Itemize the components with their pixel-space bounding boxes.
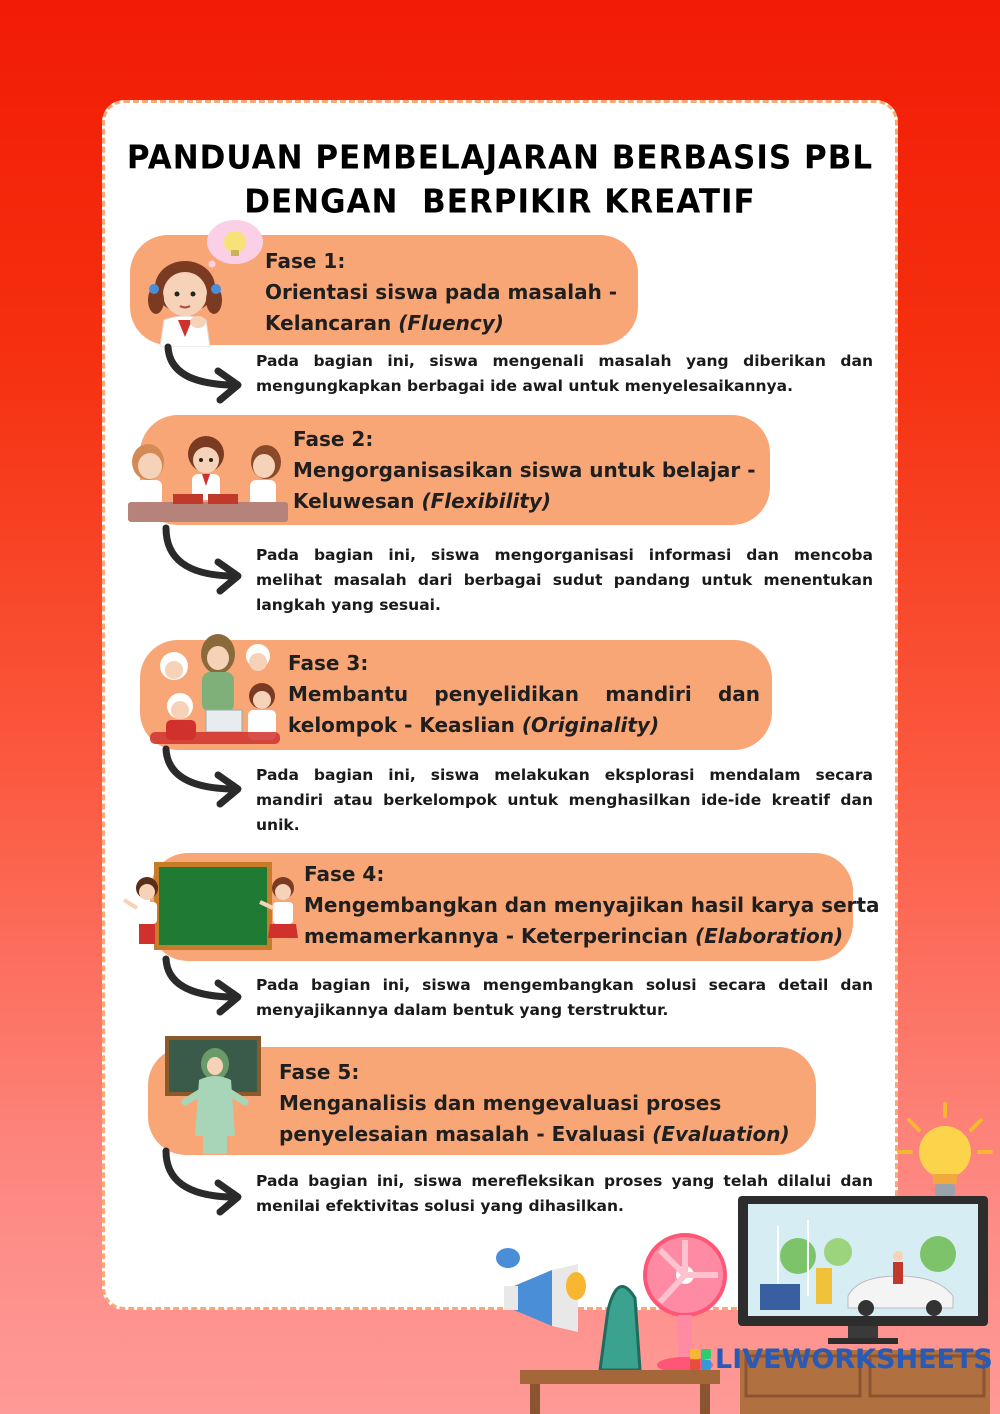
phase-1-arrow-icon — [160, 343, 250, 408]
students-studying-illustration — [128, 432, 288, 527]
phase-1-number: Fase 1: — [265, 249, 346, 273]
phase-5-number: Fase 5: — [279, 1060, 360, 1084]
phase-5-description: Pada bagian ini, siswa merefleksikan proses yang telah dilalui dan menilai efektivitas solusi yang dihasilkan. — [256, 1172, 873, 1215]
phase-2-arrow-icon — [158, 524, 248, 599]
phase-1-text — [265, 246, 617, 339]
chalkboard-students-illustration — [120, 858, 305, 953]
phase-1-title-2: Kelancaran — [265, 311, 399, 335]
phase-5-skill: (Evaluation) — [652, 1122, 790, 1146]
teacher-and-students-illustration — [150, 632, 280, 747]
phase-5-title: Menganalisis dan mengevaluasi proses — [279, 1091, 722, 1115]
title-line-1: PANDUAN PEMBELAJARAN BERBASIS PBL — [126, 139, 874, 177]
phase-4-number: Fase 4: — [304, 862, 385, 886]
phase-2-text — [293, 424, 756, 517]
page-title — [100, 136, 900, 224]
lightbulb-icon — [895, 1100, 995, 1205]
phase-4-arrow-icon — [158, 955, 248, 1020]
phase-3-description: Pada bagian ini, siswa melakukan eksplorasi mendalam secara mandiri atau berkelompok untuk menghasilkan ide-ide kreatif dan unik. — [256, 766, 873, 834]
phase-4-text — [304, 859, 880, 952]
phase-2-title-2: Keluwesan — [293, 489, 422, 513]
title-line-2: DENGAN BERPIKIR KREATIF — [244, 183, 756, 221]
phase-4-description: Pada bagian ini, siswa mengembangkan solusi secara detail dan menyajikannya dalam bentuk yang terstruktur. — [256, 976, 873, 1019]
desk-gadgets-illustration — [490, 1230, 740, 1414]
phase-4-skill: (Elaboration) — [695, 924, 844, 948]
teacher-presenting-illustration — [165, 1036, 265, 1156]
phase-2-skill: (Flexibility) — [421, 489, 552, 513]
liveworksheets-badge-icon — [690, 1349, 711, 1370]
phase-2-title: Mengorganisasikan siswa untuk belajar - — [293, 458, 756, 482]
phase-3-text — [288, 648, 760, 741]
phase-3-number: Fase 3: — [288, 651, 369, 675]
phase-3-title: Membantu penyelidikan mandiri dan — [288, 682, 760, 706]
phase-5-arrow-icon — [158, 1147, 248, 1222]
phase-3-arrow-icon — [158, 745, 248, 810]
liveworksheets-logo — [690, 1344, 993, 1375]
phase-1-description: Pada bagian ini, siswa mengenali masalah yang diberikan dan mengungkapkan berbagai ide awal untuk menyelesaikannya. — [256, 352, 873, 395]
phase-2-number: Fase 2: — [293, 427, 374, 451]
phase-4-title-2: memamerkannya - Keterperincian — [304, 924, 695, 948]
monitor-green-energy-illustration — [738, 1196, 988, 1346]
phase-3-title-2: kelompok - Keaslian — [288, 713, 522, 737]
phase-2-description: Pada bagian ini, siswa mengorganisasi informasi dan mencoba melihat masalah dari berbagai sudut pandang untuk menentukan langkah yang sesuai. — [256, 546, 873, 614]
phase-3-skill: (Originality) — [521, 713, 660, 737]
phase-4-title: Mengembangkan dan menyajikan hasil karya serta — [304, 893, 880, 917]
phase-5-text — [279, 1057, 790, 1150]
phase-1-skill: (Fluency) — [398, 311, 504, 335]
phase-5-title-2: penyelesaian masalah - Evaluasi — [279, 1122, 653, 1146]
phase-1-title: Orientasi siswa pada masalah - — [265, 280, 618, 304]
girl-thinking-illustration — [140, 212, 265, 347]
liveworksheets-brand: LIVEWORKSHEETS — [715, 1344, 993, 1375]
